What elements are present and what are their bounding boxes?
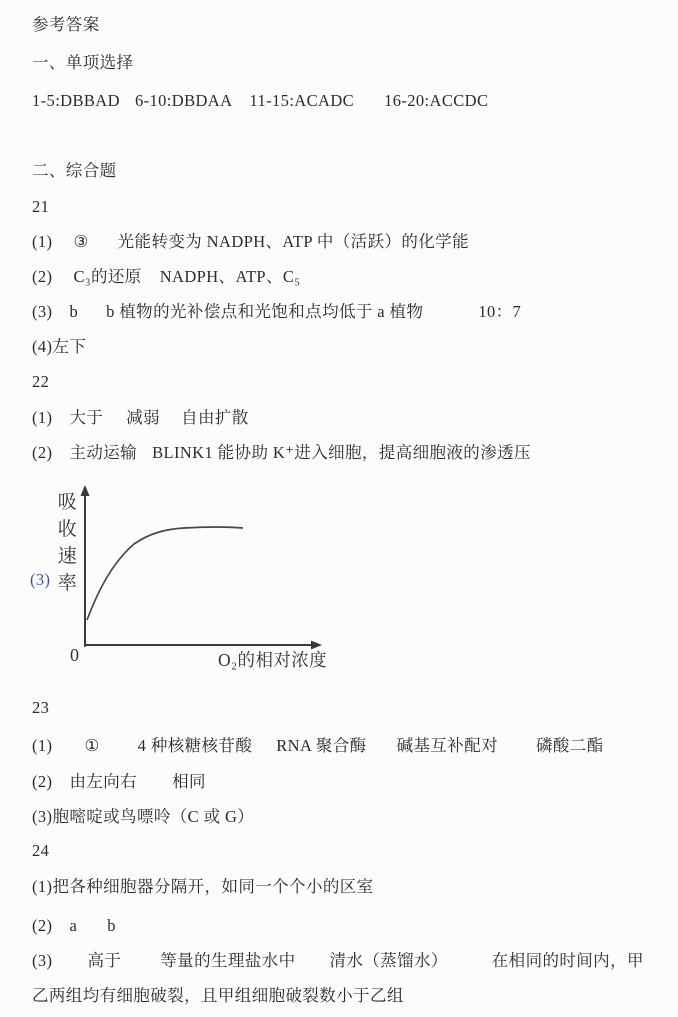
q23-item3-answer: (3)胞嘧啶或鸟嘌呤（C 或 G）	[32, 807, 255, 826]
q21-item1-label: (1)	[32, 232, 53, 251]
q24-item2-line	[32, 915, 658, 937]
section-heading-choice: 一、单项选择	[32, 53, 134, 72]
q21-item4-line	[32, 336, 658, 358]
q24-item2-answer-b: b	[107, 916, 116, 935]
q22-item2-label: (2)	[32, 443, 53, 462]
q24-item3-answer-continuation: 乙两组均有细胞破裂，且甲组细胞破裂数小于乙组	[32, 986, 404, 1005]
q22-item1-label: (1)	[32, 408, 53, 427]
q22-item2-answer-b: BLINK1 能协助 K⁺进入细胞，提高细胞液的渗透压	[152, 443, 531, 462]
q22-number: 22	[32, 372, 50, 391]
q23-item1-answer-c: RNA 聚合酶	[276, 736, 367, 755]
answer-group-11-15: 11-15:ACADC	[249, 91, 355, 110]
chart-y-axis-label: 吸收速率	[57, 492, 78, 594]
chart-origin-label: 0	[70, 645, 80, 665]
q23-item2-answer-a: 由左向右	[69, 772, 138, 791]
choice-heading-line	[32, 52, 658, 74]
q22-item1-answer-b: 减弱	[126, 408, 161, 427]
comprehensive-heading-line	[32, 160, 658, 182]
q24-item1-line	[32, 876, 658, 898]
q24-item3-answer-a: 高于	[87, 951, 122, 970]
q22-item2-answer-a: 主动运输	[69, 443, 138, 462]
q21-number-line	[32, 196, 658, 218]
q24-number-line	[32, 840, 658, 862]
q21-item2-line	[32, 266, 658, 288]
q23-item1-line	[32, 735, 658, 757]
q21-item1-line	[32, 231, 658, 253]
q21-item2-answer-b: NADPH、ATP、C₅	[159, 267, 301, 286]
q24-item3-label: (3)	[32, 951, 53, 970]
q22-item3-figure-row	[32, 483, 658, 675]
q23-item1-answer-d: 碱基互补配对	[396, 736, 498, 755]
q21-item4-answer: (4)左下	[32, 337, 87, 356]
q21-item3-line	[32, 301, 658, 323]
q24-item3-answer-c: 清水（蒸馏水）	[329, 951, 448, 970]
q23-number: 23	[32, 698, 50, 717]
q21-item2-answer-a: C₃的还原	[73, 267, 142, 286]
q24-item2-answer-a: a	[69, 916, 78, 935]
q24-number: 24	[32, 841, 50, 860]
answer-group-1-5: 1-5:DBBAD	[32, 91, 120, 110]
q24-item3-answer-d: 在相同的时间内，甲	[491, 951, 644, 970]
chart-x-axis-label: O₂的相对浓度	[218, 650, 328, 670]
answer-group-16-20: 16-20:ACCDC	[384, 91, 489, 110]
absorption-rate-chart	[50, 483, 380, 675]
page-title-line	[32, 14, 658, 36]
q23-item1-label: (1)	[32, 736, 53, 755]
q24-item3-continuation-line	[32, 985, 658, 1007]
q22-item3-label: (3)	[30, 570, 51, 589]
answer-group-6-10: 6-10:DBDAA	[134, 91, 233, 110]
q24-item2-label: (2)	[32, 916, 53, 935]
q21-item3-answer-c: 10：7	[478, 302, 522, 321]
q23-item3-line	[32, 806, 658, 828]
q21-item1-answer-b: 光能转变为 NADPH、ATP 中（活跃）的化学能	[117, 232, 469, 251]
section-heading-comprehensive: 二、综合题	[32, 161, 117, 180]
q22-item2-line	[32, 442, 658, 464]
chart-canvas	[50, 483, 360, 673]
q24-item3-line	[32, 950, 658, 972]
y-axis-arrow-icon	[81, 485, 90, 496]
uptake-curve	[87, 527, 243, 620]
q22-item1-answer-a: 大于	[69, 408, 104, 427]
choice-answers-line	[32, 90, 658, 112]
q24-item3-answer-b: 等量的生理盐水中	[160, 951, 296, 970]
q21-item3-answer-a: b	[69, 302, 79, 321]
q21-item3-answer-b: b 植物的光补偿点和光饱和点均低于 a 植物	[106, 302, 424, 321]
q23-item1-answer-a: ①	[84, 736, 100, 755]
q21-item2-label: (2)	[32, 267, 53, 286]
q22-item1-answer-c: 自由扩散	[181, 408, 249, 427]
q23-item2-label: (2)	[32, 772, 53, 791]
q23-item1-answer-e: 磷酸二酯	[536, 736, 604, 755]
q21-item1-answer-a: ③	[73, 232, 89, 251]
q23-item2-answer-b: 相同	[172, 772, 206, 791]
q24-item1-answer: (1)把各种细胞器分隔开，如同一个个小的区室	[32, 877, 374, 896]
page-title: 参考答案	[32, 15, 100, 34]
q23-item2-line	[32, 771, 658, 793]
q21-item3-label: (3)	[32, 302, 53, 321]
q22-item1-line	[32, 407, 658, 429]
q21-number: 21	[32, 197, 50, 216]
q23-number-line	[32, 697, 658, 719]
q22-number-line	[32, 371, 658, 393]
q23-item1-answer-b: 4 种核糖核苷酸	[137, 736, 253, 755]
